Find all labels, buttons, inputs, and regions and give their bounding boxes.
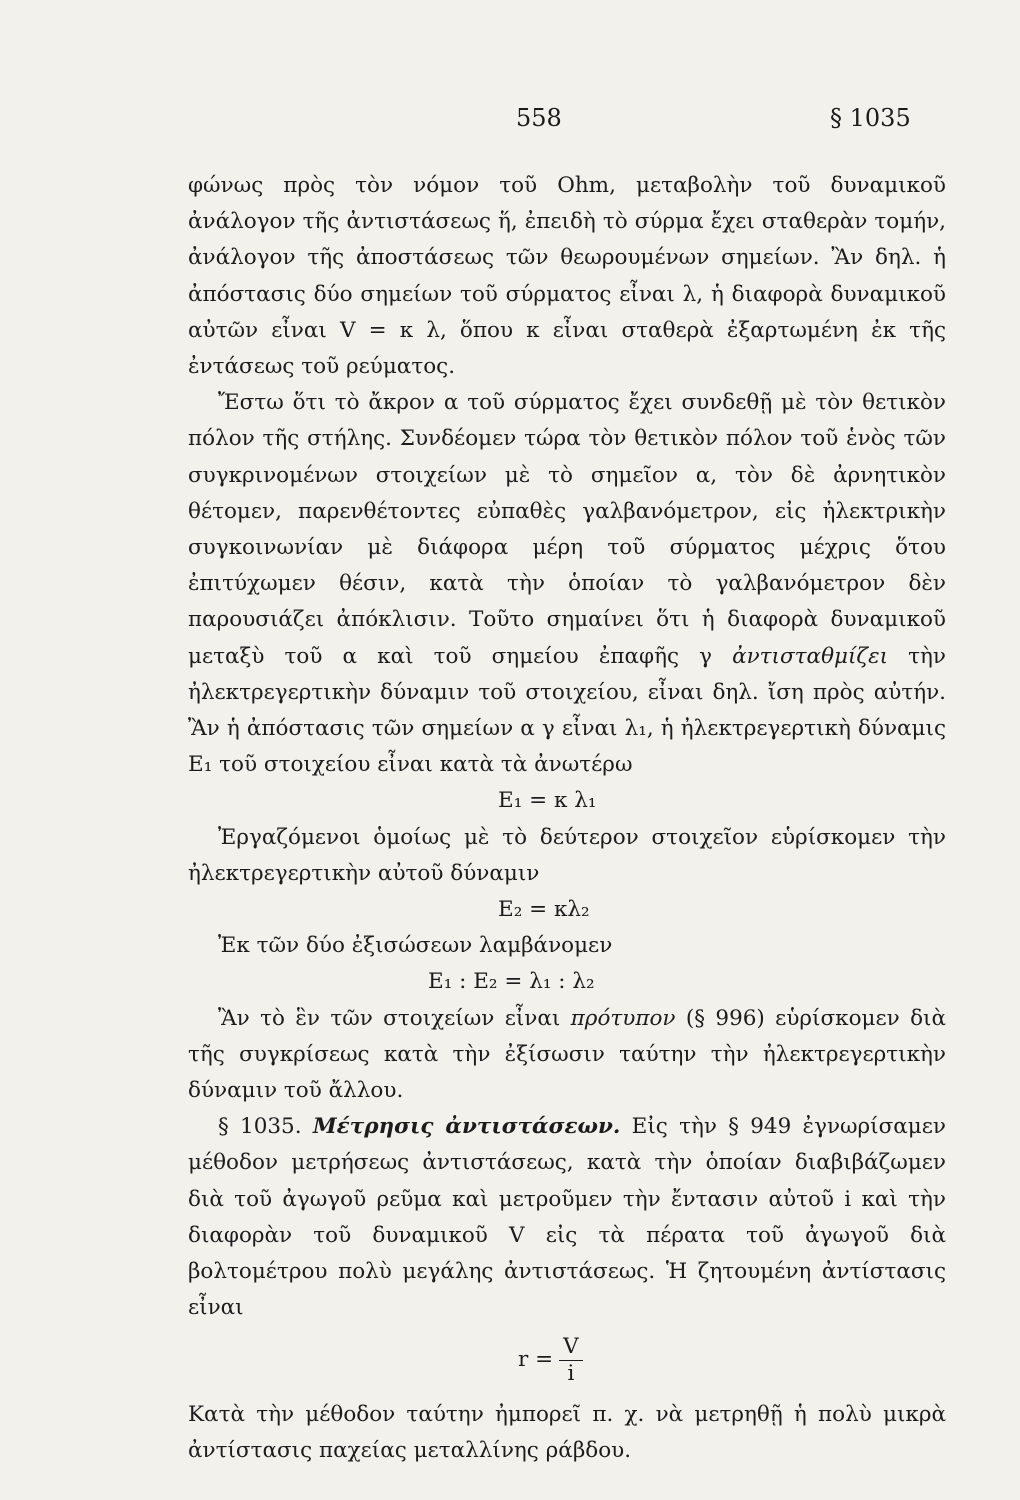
page-body	[188, 168, 946, 1469]
paragraph-text: Ἂν τὸ ἓν τῶν στοιχείων εἶναι	[218, 1005, 561, 1031]
paragraph-galvanometer	[188, 385, 946, 783]
italic-term: ἀντισταθμίζει	[732, 643, 889, 669]
formula-ratio: E₁ : E₂ = λ₁ : λ₂	[428, 969, 595, 995]
paragraph-ohm: φώνως πρὸς τὸν νόμον τοῦ Ohm, μεταβολὴν τοῦ δυναμικοῦ ἀνάλογον τῆς ἀντιστάσεως ἥ, ἐπειδὴ τὸ σύρμα ἔχει σταθερὰν τομήν, ἀνάλογον τῆς ἀποστάσεως τῶν θεωρουμένων σημείων. Ἂν δηλ. ἡ ἀπόστασις δύο σημείων τοῦ σύρματος εἶναι λ, ἡ διαφορὰ δυναμικοῦ αὐτῶν εἶναι V = κ λ, ὅπου κ εἶναι σταθερὰ ἐξαρτωμένη ἐκ τῆς ἐντάσεως τοῦ ρεύματος.	[188, 173, 946, 380]
running-section-ref: § 1035	[830, 104, 911, 132]
formula-lhs: r =	[518, 1347, 554, 1373]
fraction-denominator: i	[567, 1361, 575, 1386]
paragraph-text: (§ 996) εὑρίσκομεν διὰ τῆς συγκρίσεως κατὰ τὴν ἐξίσωσιν ταύτην τὴν ἠλεκτρεγερτικὴν δύναμιν τοῦ ἄλλου.	[188, 1005, 946, 1104]
paragraph-second-element: Ἐργαζόμενοι ὁμοίως μὲ τὸ δεύτερον στοιχεῖον εὑρίσκομεν τὴν ἠλεκτρεγερτικὴν αὐτοῦ δύναμιν	[188, 824, 946, 886]
section-title: Μέτρησις ἀντιστάσεων.	[312, 1114, 621, 1140]
formula-e2: E₂ = κλ₂	[498, 897, 590, 923]
paragraph-standard-cell	[188, 1001, 946, 1110]
paragraph-text: Ἔστω ὅτι τὸ ἄκρον α τοῦ σύρματος ἔχει συνδεθῇ μὲ τὸν θετικὸν πόλον τῆς στήλης. Συνδέομεν τώρα τὸν θετικὸν πόλον τοῦ ἑνὸς τῶν συγκρινομένων στοιχείων μὲ τὸ σημεῖον α, τὸν δὲ ἀρνητικὸν θέτομεν, παρενθέτοντες εὐπαθὲς γαλβανόμετρον, εἰς ἠλεκτρικὴν συγκοινωνίαν μὲ διάφορα μέρη τοῦ σύρματος μέχρις ὅτου ἐπιτύχωμεν θέσιν, κατὰ τὴν ὁποίαν τὸ γαλβανόμετρον δὲν παρουσιάζει ἀπόκλισιν. Τοῦτο σημαίνει ὅτι ἡ διαφορὰ δυναμικοῦ μεταξὺ τοῦ α καὶ τοῦ σημείου ἐπαφῆς γ	[188, 390, 946, 669]
fraction	[559, 1334, 583, 1387]
page-number: 558	[516, 104, 562, 132]
paragraph-method: Κατὰ τὴν μέθοδον ταύτην ἠμπορεῖ π. χ. νὰ μετρηθῇ ἡ πολὺ μικρὰ ἀντίστασις παχείας μεταλλίνης ράβδου.	[188, 1401, 946, 1463]
section-number: § 1035.	[218, 1114, 302, 1140]
paragraph-text: τὴν ἠλεκτρεγερτικὴν δύναμιν τοῦ στοιχείου, εἶναι δηλ. ἴση πρὸς αὐτήν. Ἂν ἡ ἀπόστασις τῶν σημείων α γ εἶναι λ₁, ἡ ἠλεκτρεγερτικὴ δύναμις E₁ τοῦ στοιχείου εἶναι κατὰ τὰ ἀνωτέρω	[188, 643, 947, 778]
formula-e1: E₁ = κ λ₁	[498, 788, 597, 814]
paragraph-two-equations: Ἐκ τῶν δύο ἐξισώσεων λαμβάνομεν	[218, 933, 613, 959]
fraction-numerator: V	[559, 1334, 583, 1361]
formula-resistance	[188, 1329, 946, 1393]
italic-term: πρότυπον	[570, 1005, 676, 1031]
page-header	[0, 104, 1020, 144]
paragraph-text: Εἰς τὴν § 949 ἐγνωρίσαμεν μέθοδον μετρήσεως ἀντιστάσεως, κατὰ τὴν ὁποίαν διαβιβάζωμεν διὰ τοῦ ἀγωγοῦ ρεῦμα καὶ μετροῦμεν τὴν ἔντασιν αὐτοῦ i καὶ τὴν διαφορὰν τοῦ δυναμικοῦ V εἰς τὰ πέρατα τοῦ ἀγωγοῦ διὰ βολτομέτρου πολὺ μεγάλης ἀντιστάσεως. Ἡ ζητουμένη ἀντίστασις εἶναι	[188, 1114, 946, 1321]
section-1035	[188, 1109, 946, 1326]
